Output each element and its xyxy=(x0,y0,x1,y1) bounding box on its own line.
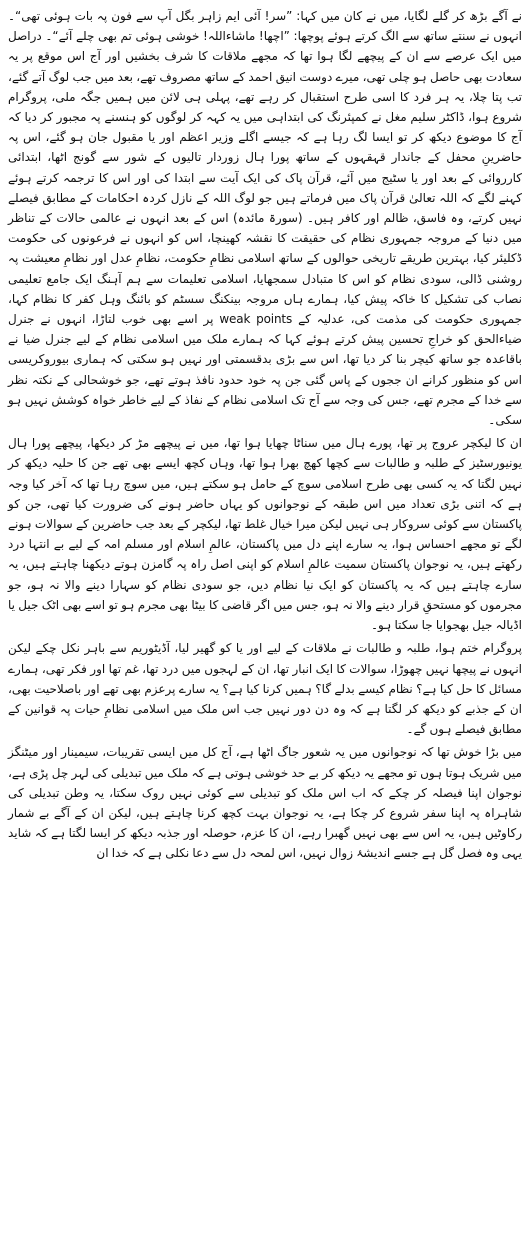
article-paragraph: پروگرام ختم ہوا، طلبہ و طالبات نے ملاقات کے لیے اور یا کو گھیر لیا، آڈیٹوریم سے باہر نکل چکے لیکن انہوں نے پیچھا نہیں چھوڑا، سوالات کا ایک انبار تھا، ان کے لہجوں میں درد تھا، غم تھا اور فکر تھی، ہمارے مسائل کا حل کیا ہے؟ نظام کیسے بدلے گا؟ ہمیں کرنا کیا ہے؟ یہ سارے پرعزم بھی تھے اور باصلاحیت بھی، ان کے جذبے کو دیکھ کر لگتا ہے کہ وہ دن دور نہیں جب اس ملک میں اسلامی نظامِ حیات پہ قوانین کے مطابق فیصلے ہوں گے۔ xyxy=(8,641,522,737)
article-body xyxy=(8,6,522,864)
article-paragraph: میں بڑا خوش تھا کہ نوجوانوں میں یہ شعور جاگ اٹھا ہے، آج کل میں ایسی تقریبات، سیمینار اور میٹنگز میں شریک ہوتا ہوں تو مجھے یہ دیکھ کر بے حد خوشی ہوتی ہے کہ ملک میں تبدیلی کی لہر چل پڑی ہے، نوجوان اپنا فیصلہ کر چکے کہ اب اس ملک کو تبدیلی سے کوئی نہیں روک سکتا، یہ وطن تبدیلی کی شاہراہ پہ اپنا سفر شروع کر چکا ہے، یہ نوجوان بہت کچھ کرنا چاہتے ہیں، لیکن ان کے آگے بے شمار رکاوٹیں ہیں، یہ اس سے بھی نہیں گھبرا رہے، ان کا عزم، حوصلہ اور جذبہ دیکھ کر ایسا لگتا ہے کہ شاید یہی وہ فصل گل ہے جسے اندیشۂ زوال نہیں، اس لمحہ دل سے دعا نکلی ہے کہ خدا ان xyxy=(8,745,522,861)
article-paragraph: ان کا لیکچر عروج پر تھا، پورے ہال میں سناٹا چھایا ہوا تھا، میں نے پیچھے مڑ کر دیکھا، پیچھے پورا ہال یونیورسٹیز کے طلبہ و طالبات سے کچھا کھچ بھرا ہوا تھا، وہاں کچھ ایسے بھی تھے جن کا حلیہ دیکھ کر نہیں لگتا کہ یہ کسی بھی طرح اسلامی سوچ کے حامل ہو سکتے ہیں، میں سوچ رہا تھا کہ آخر کیا وجہ ہے کہ اتنی بڑی تعداد میں اس طبقہ کے نوجوانوں کو یہاں حاضر ہونے کی ضرورت کیا تھی، جن کو پاکستان سے کوئی سروکار ہی نہیں لیکن میرا خیال غلط تھا، لیکچر کے بعد جب حاضرین کے سوالات ہونے لگے تو مجھے احساس ہوا، یہ سارے اپنے دل میں پاکستان، عالمِ اسلام اور مسلم امہ کے لیے بے انتہا درد رکھتے ہیں، یہ نوجوان پاکستان سمیت عالمِ اسلام کو اپنی اصل راہ پہ گامزن ہوتے دیکھنا چاہتے ہیں، یہ سارے چاہتے ہیں کہ یہ پاکستان کو ایک نیا نظام دیں، جو سودی نظام کو سہارا دینے والا نہ ہو، جو مجرموں کو مستحقِ قرار دینے والا نہ ہو، جس میں اگر قاضی کا بیٹا بھی مجرم ہو تو اسے بھی اٹک جیل یا اڈیالہ جیل بھجوایا جا سکتا ہو۔ xyxy=(8,436,522,633)
article-paragraph: نے آگے بڑھ کر گلے لگایا، میں نے کان میں کہا: ”سر! آئی ایم زاہر بگل آپ سے فون پہ بات ہوئی تھی“۔ انہوں نے سنتے ساتھ سے الگ کرتے ہوئے پوچھا: ”اچھا! ماشاءاللہ! خوشی ہوئی تم بھی چلے آئے“۔ دراصل میں ایک عرصے سے ان کے پیچھے لگا ہوا تھا کہ مجھے ملاقات کا شرف بخشیں اور آج اس موقع پر یہ سعادت بھی حاصل ہو چلی تھی، میرے دوست انیق احمد کے ساتھ مصروف تھے، بعد میں جب لوگ آتے گئے، تب پتا چلا، یہ ہر فرد کا اسی طرح استقبال کر رہے تھے، پہلی ہی لائن میں ہمیں جگہ ملی، پروگرام شروع ہوا، ڈاکٹر سلیم مغل نے کمپئرنگ کی ابتداہی میں یہ کہہ کر لوگوں کو ہنسنے پہ مجبور کر دیا کہ آج کا موضوع دیکھ کر تو ایسا لگ رہا ہے کہ جیسے اگلے وزیر اعظم اور یا مقبول جان ہو گئے، اس پہ حاضرینِ محفل کے جاندار قہقہوں کے ساتھ پورا ہال زوردار تالیوں کے شور سے گونج اٹھا، ابتدائی کارروائی کے بعد اور یا سٹیج میں آئے، قرآن پاک کی ایک آیت سے ابتدا کی اور اس کا ترجمہ کرتے ہوئے کہنے لگے کہ اللہ تعالیٰ قرآن پاک میں فرماتے ہیں جو لوگ اللہ کے نازل کردہ احکامات کے مطابق فیصلے نہیں کرتے، وہ فاسق، ظالم اور کافر ہیں۔ (سورۃ مائدہ) اس کے بعد انہوں نے عالمی حالات کے تناظر میں دنیا کے مروجہ جمہوری نظام کی حقیقت کا نقشہ کھینچا، اس کو انہوں نے فرعونوں کی حکومت ڈکلیئر کیا، بہترین طریقے تاریخی حوالوں کے ساتھ اسلامی نظامِ حکومت، نظامِ عدل اور نظامِ معیشت پہ روشنی ڈالی، سودی نظام کو اس کا متبادل سمجھایا، اسلامی تعلیمات سے ہم آہنگ ایک جامع تعلیمی نصاب کی تشکیل کا خاکہ پیش کیا، ہمارے ہاں مروجہ بینکنگ سسٹم کو بائنگ وہل کفر کا نظام کہا، جمہوری حکومت کی مذمت کی، عدلیہ کے weak points پر اسے بھی خوب لتاڑا، انہوں نے جنرل ضیاءالحق کو خراجِ تحسین پیش کرتے ہوئے کہا کہ ہمارے ملک میں اسلامی نظام کے لیے جنرل ضیا نے باقاعدہ جو ساتھ کیچر بنا کر دیا تھا، اس سے بڑی بدقسمتی اور نہیں ہو سکتی کہ ہماری بیوروکریسی اس کو منظور کرانے ان ججوں کے پاس گئی جن پہ خود حدود نافذ ہوتے تھے، جو خوشحالی کے نکتہ نظر سے خدا کے مجرم تھے، جس کی وجہ سے آج تک اسلامی نظام کے نفاذ کے لیے خاطر خواہ کوشش نہیں ہو سکی۔ xyxy=(8,9,523,428)
